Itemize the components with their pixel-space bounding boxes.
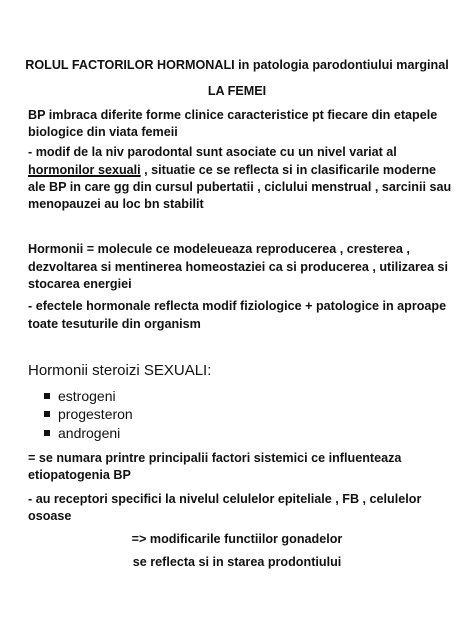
paragraph-3-line-3: stocarea energiei: [28, 277, 132, 291]
list-item: progesteron: [58, 406, 133, 422]
paragraph-1-line-1: BP imbraca diferite forme clinice caracteristice pt fiecare din etapele: [28, 108, 438, 122]
conclusion-line-1: => modificarile functiilor gonadelor: [131, 532, 343, 546]
underlined-term: hormonilor sexuali: [28, 163, 141, 177]
bullet-icon: [44, 393, 50, 399]
title-line-2: LA FEMEI: [207, 84, 267, 98]
conclusion-line-2: se reflecta si in starea prodontiului: [132, 555, 342, 569]
paragraph-6-line-2: osoase: [28, 509, 72, 523]
bullet-icon: [44, 411, 50, 417]
paragraph-5-line-2: etiopatogenia BP: [28, 468, 131, 482]
list-item: estrogeni: [58, 388, 116, 404]
paragraph-6-line-1: - au receptori specifici la nivelul celulelor epiteliale , FB , celulelor: [28, 492, 422, 506]
paragraph-2-line-3: ale BP in care gg din cursul pubertatii , ciclului menstrual , sarcinii sau: [28, 180, 452, 194]
paragraph-4-line-1: - efectele hormonale reflecta modif fiziologice + patologice in aproape: [28, 299, 447, 313]
title-line-1: ROLUL FACTORILOR HORMONALI in patologia parodontiului marginal: [25, 58, 449, 72]
paragraph-3-line-1: Hormonii = molecule ce modeleueaza reproducerea , cresterea ,: [28, 242, 410, 256]
bullet-icon: [44, 430, 50, 436]
list-item: androgeni: [58, 425, 121, 441]
section-heading: Hormonii steroizi SEXUALI:: [28, 362, 212, 379]
paragraph-2-line-2-rest: , situatie ce se reflecta si in clasificarile moderne: [140, 163, 437, 177]
paragraph-3-line-2: dezvoltarea si mentinerea homeostaziei ca si producerea , utilizarea si: [28, 260, 448, 274]
paragraph-2-line-2: [28, 162, 436, 178]
paragraph-2-line-4: menopauzei au loc bn stabilit: [28, 197, 204, 211]
paragraph-2-line-1: - modif de la niv parodontal sunt asociate cu un nivel variat al: [28, 145, 397, 159]
paragraph-5-line-1: = se numara printre principalii factori sistemici ce influenteaza: [28, 451, 402, 465]
paragraph-1-line-2: biologice din viata femeii: [28, 125, 178, 139]
paragraph-4-line-2: toate tesuturile din organism: [28, 317, 201, 331]
